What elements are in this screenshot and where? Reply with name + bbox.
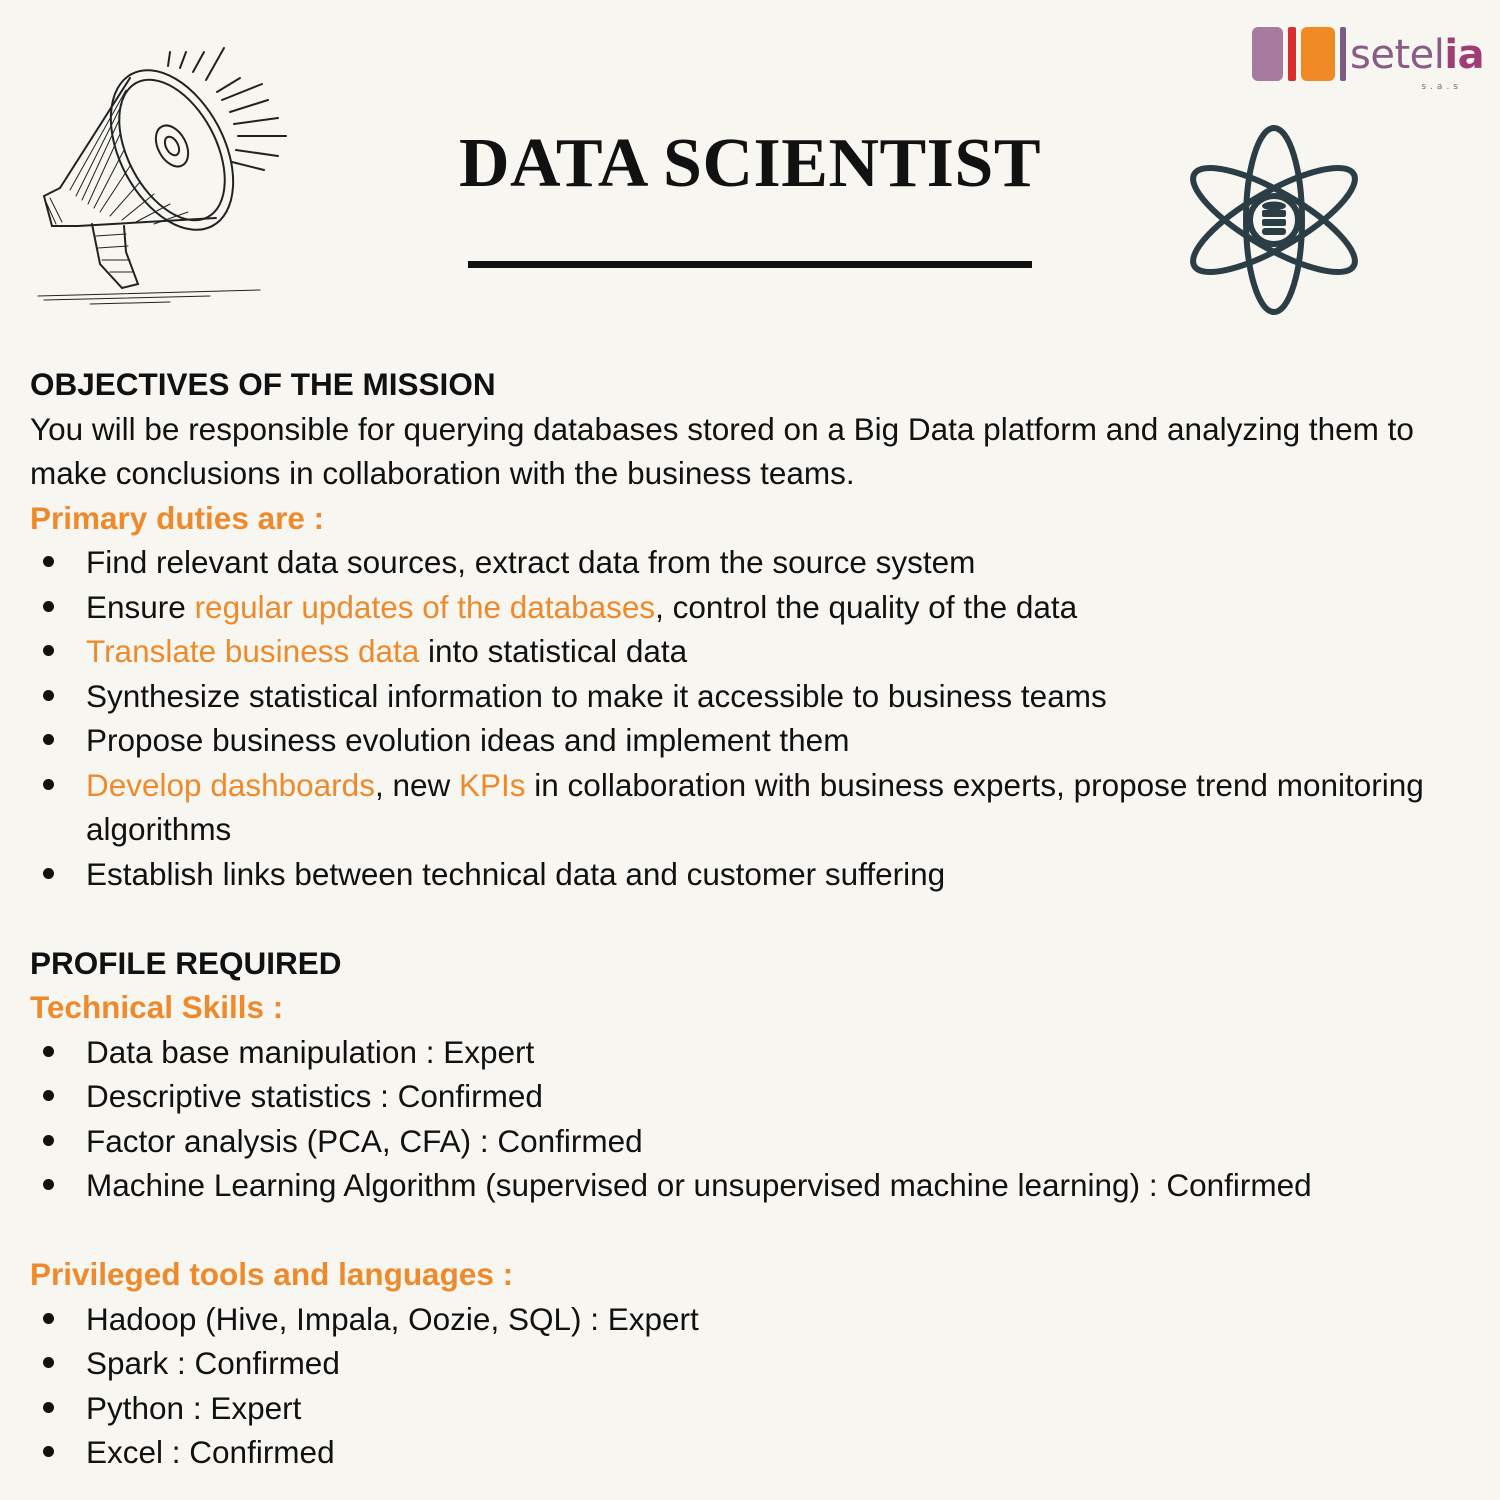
bullet-icon <box>43 1090 54 1101</box>
list-item: Data base manipulation : Expert <box>30 1030 1480 1075</box>
objectives-intro: You will be responsible for querying databases stored on a Big Data platform and analyzing them to make conclusions in collaboration with the business teams. <box>30 410 1414 491</box>
list-item: Synthesize statistical information to make it accessible to business teams <box>30 674 1480 719</box>
list-item: Python : Expert <box>30 1386 1480 1431</box>
list-item: Establish links between technical data and customer suffering <box>30 852 1480 897</box>
list-item: Excel : Confirmed <box>30 1430 1480 1475</box>
list-item: Develop dashboards, new KPIs in collaboration with business experts, propose trend monitoring algorithms <box>30 763 1480 852</box>
duties-list <box>30 540 1480 896</box>
bullet-icon <box>43 868 54 879</box>
duties-heading: Primary duties are : <box>30 499 325 536</box>
bullet-icon <box>43 1135 54 1146</box>
logo-wordmark: setelia <box>1350 32 1485 78</box>
logo-bars-icon <box>1250 25 1355 83</box>
bullet-icon <box>43 1402 54 1413</box>
company-logo <box>1250 22 1490 102</box>
bullet-icon <box>43 779 54 790</box>
highlight-text: KPIs <box>459 766 526 803</box>
list-item: Spark : Confirmed <box>30 1341 1480 1386</box>
bullet-icon <box>43 601 54 612</box>
objectives-heading: OBJECTIVES OF THE MISSION <box>30 366 496 402</box>
technical-skills-heading: Technical Skills : <box>30 989 284 1025</box>
title-underline <box>468 261 1032 268</box>
profile-heading: PROFILE REQUIRED <box>30 944 342 981</box>
job-description <box>30 362 1480 1475</box>
bullet-icon <box>43 690 54 701</box>
page-title: DATA SCIENTIST <box>458 125 1042 202</box>
logo-subtext: s.a.s <box>1421 82 1462 92</box>
list-item: Descriptive statistics : Confirmed <box>30 1074 1480 1119</box>
tools-list <box>30 1297 1480 1475</box>
list-item: Find relevant data sources, extract data from the source system <box>30 540 1480 585</box>
highlight-text: Translate business data <box>86 633 420 669</box>
bullet-icon <box>43 1446 54 1457</box>
bullet-icon <box>43 1313 54 1324</box>
bullet-icon <box>43 734 54 745</box>
tools-heading: Privileged tools and languages : <box>30 1256 514 1292</box>
bullet-icon <box>43 1046 54 1057</box>
bullet-icon <box>43 556 54 567</box>
bullet-icon <box>43 645 54 656</box>
technical-skills-list <box>30 1030 1480 1208</box>
bullet-icon <box>43 1357 54 1368</box>
list-item: Hadoop (Hive, Impala, Oozie, SQL) : Expert <box>30 1297 1480 1342</box>
highlight-text: Develop dashboards <box>86 766 375 803</box>
list-item: Translate business data into statistical data <box>30 629 1480 674</box>
list-item: Ensure regular updates of the databases, control the quality of the data <box>30 585 1480 630</box>
list-item: Machine Learning Algorithm (supervised or unsupervised machine learning) : Confirmed <box>30 1163 1480 1208</box>
bullet-icon <box>43 1179 54 1190</box>
highlight-text: regular updates of the databases <box>194 588 656 625</box>
list-item: Factor analysis (PCA, CFA) : Confirmed <box>30 1119 1480 1164</box>
list-item: Propose business evolution ideas and implement them <box>30 718 1480 763</box>
